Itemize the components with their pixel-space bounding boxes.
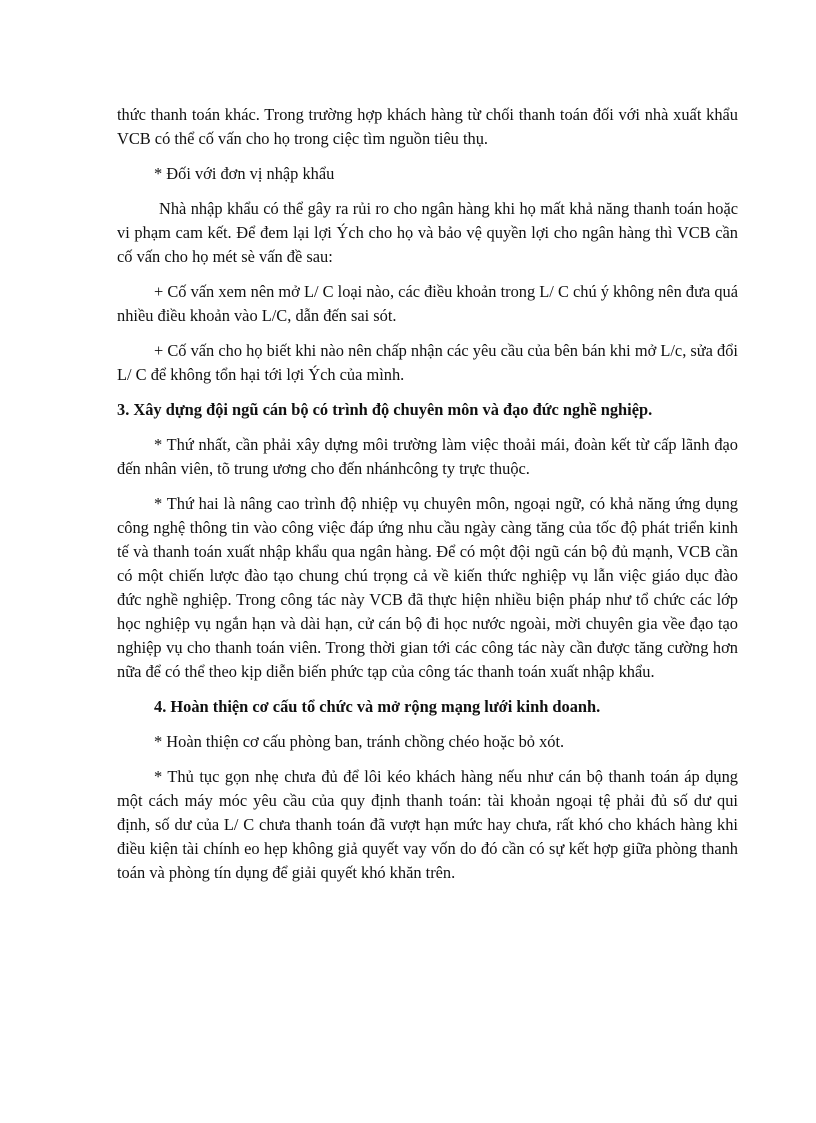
section-heading-4: 4. Hoàn thiện cơ cấu tổ chức và mở rộng mạng lưới kinh doanh. (154, 697, 601, 716)
document-page (117, 103, 738, 896)
section-heading-3: 3. Xây dựng đội ngũ cán bộ có trình độ chuyên môn và đạo đức nghề nghiệp. (117, 400, 653, 419)
paragraph-export-continuation: thức thanh toán khác. Trong trường hợp khách hàng từ chối thanh toán đối với nhà xuất khẩu VCB có thể cố vấn cho họ trong ciệc tìm nguồn tiêu thụ. (117, 105, 738, 148)
paragraph-importer-heading: * Đối với đơn vị nhập khẩu (154, 164, 335, 183)
paragraph-importer-risk: Nhà nhập khẩu có thể gây ra rủi ro cho ngân hàng khi họ mất khả năng thanh toán hoặc vi phạm cam kết. Để đem lại lợi Ých cho họ và bảo vệ quyền lợi cho ngân hàng thì VCB cần cố vấn cho họ mét sè vấn đề sau: (117, 199, 738, 266)
paragraph-advise-lc-type: + Cố vấn xem nên mở L/ C loại nào, các điều khoản trong L/ C chú ý không nên đưa quá nhiều điều khoản vào L/C, dẫn đến sai sót. (117, 282, 738, 325)
paragraph-first-environment: * Thứ nhất, cần phải xây dựng môi trường làm việc thoải mái, đoàn kết từ cấp lãnh đạo đến nhân viên, tõ trung ương cho đến nhánhcông ty trực thuộc. (117, 435, 738, 478)
paragraph-procedures: * Thủ tục gọn nhẹ chưa đủ để lôi kéo khách hàng nếu như cán bộ thanh toán áp dụng một cách máy móc yêu cầu của quy định thanh toán: tài khoản ngoại tệ phải đủ số dư qui định, số dư của L/ C chưa thanh toán đã vượt hạn mức hay chưa, rất khó cho khách hàng khi điều kiện tài chính eo hẹp không giả quyết vay vốn do đó cần có sự kết hợp giữa phòng thanh toán và phòng tín dụng để giải quyết khó khăn trên. (117, 767, 738, 882)
paragraph-improve-structure: * Hoàn thiện cơ cấu phòng ban, tránh chồng chéo hoặc bỏ xót. (154, 732, 565, 751)
paragraph-second-training: * Thứ hai là nâng cao trình độ nhiệp vụ chuyên môn, ngoại ngữ, có khả năng ứng dụng công nghệ thông tin vào công việc đáp ứng nhu cầu ngày càng tăng của tốc độ phát triển kinh tế và thanh toán xuất nhập khẩu qua ngân hàng. Để có một đội ngũ cán bộ đủ mạnh, VCB cần có một chiến lược đào tạo chung chú trọng cả về kiến thức nghiệp vụ lẫn việc giáo dục đào đức nghề nghiệp. Trong công tác này VCB đã thực hiện nhiều biện pháp như tổ chức các lớp học nghiệp vụ ngắn hạn và dài hạn, cử cán bộ đi học nước ngoài, mời chuyên gia vềe đạo tạo nghiệp vụ cho thanh toán viên. Trong thời gian tới các công tác này cần được tăng cường hơn nữa để có thể theo kịp diễn biến phức tạp của công tác thanh toán xuất nhập khẩu. (117, 494, 738, 681)
paragraph-advise-accept-requests: + Cố vấn cho họ biết khi nào nên chấp nhận các yêu cầu của bên bán khi mở L/c, sửa đổi L/ C để không tổn hại tới lợi Ých của mình. (117, 341, 738, 384)
